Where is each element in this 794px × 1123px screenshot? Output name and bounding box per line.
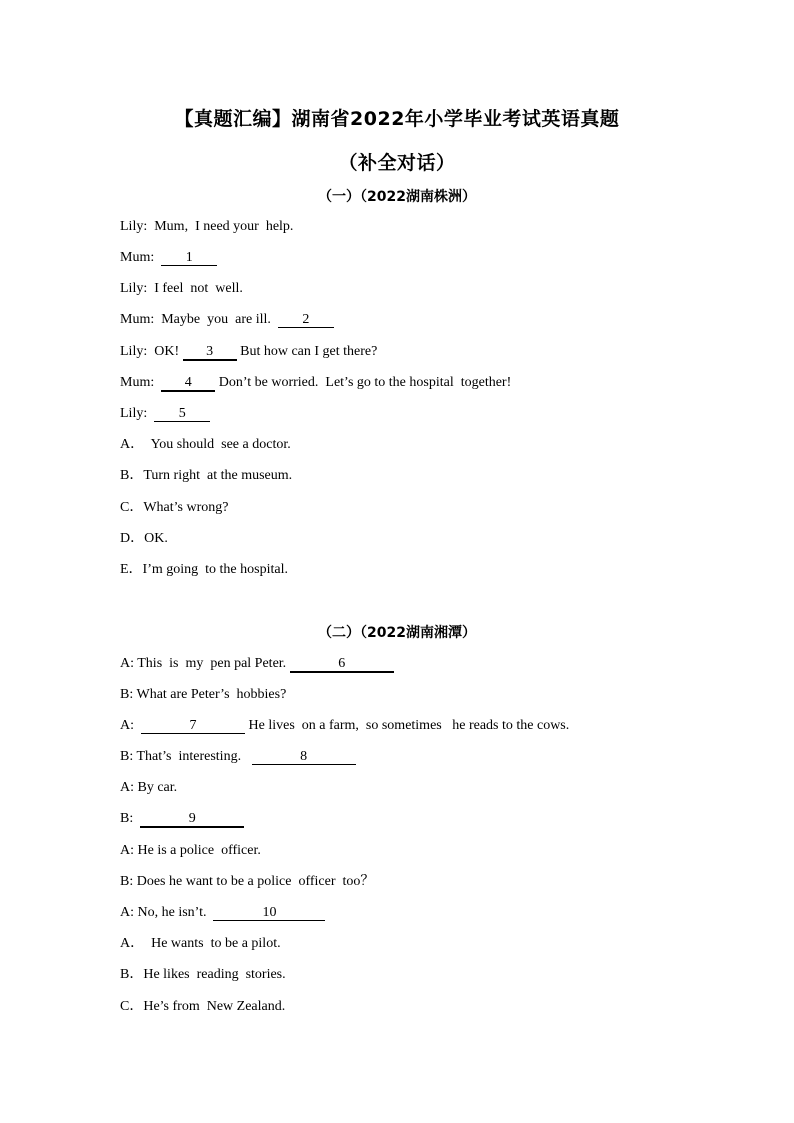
speaker: B:: [120, 749, 134, 764]
speaker: A:: [120, 843, 134, 858]
speaker: B:: [120, 811, 134, 826]
speaker: A:: [120, 656, 134, 671]
utterance: Mum, I need your help.: [154, 219, 294, 234]
answer-blank[interactable]: 6: [290, 656, 394, 673]
utterance: Don’t be worried. Let’s go to the hospital together!: [218, 375, 512, 390]
speaker: B:: [120, 687, 134, 702]
dialogue-line: [120, 904, 325, 922]
utterance: He is a police officer.: [137, 843, 261, 858]
answer-blank[interactable]: 4: [161, 375, 215, 392]
speaker: Lily:: [120, 406, 148, 421]
dialogue-line: [120, 280, 243, 298]
speaker: Lily:: [120, 344, 148, 359]
section-heading-1: （一）（2022湖南株洲）: [318, 189, 476, 205]
utterance: That’s interesting.: [136, 749, 242, 764]
answer-blank[interactable]: 7: [141, 718, 245, 734]
answer-blank[interactable]: 5: [154, 406, 210, 422]
option-item: A． You should see a doctor.: [120, 437, 291, 452]
utterance: Maybe you are ill.: [161, 312, 271, 327]
dialogue-line: [120, 873, 374, 891]
speaker: Mum:: [120, 375, 155, 390]
answer-blank[interactable]: 10: [213, 905, 325, 921]
speaker: Lily:: [120, 281, 148, 296]
dialogue-line: [120, 655, 394, 673]
utterance: By car.: [137, 780, 178, 795]
option-item: A． He wants to be a pilot.: [120, 936, 281, 951]
dialogue-line: [120, 717, 569, 735]
dialogue-line: [120, 748, 356, 766]
speaker: Mum:: [120, 312, 155, 327]
section-heading-2: （二）（2022湖南湘潭）: [318, 625, 476, 641]
speaker: Mum:: [120, 250, 155, 265]
utterance: This is my pen pal Peter.: [137, 656, 287, 671]
utterance: I feel not well.: [154, 281, 243, 296]
utterance: But how can I get there?: [240, 344, 378, 359]
document-subtitle: （补全对话）: [338, 152, 456, 174]
dialogue-line: [120, 810, 244, 828]
dialogue-line: [120, 343, 377, 361]
option-item: C．What’s wrong?: [120, 500, 229, 515]
document-title: 【真题汇编】湖南省2022年小学毕业考试英语真题: [174, 108, 620, 130]
dialogue-line: [120, 374, 511, 392]
dialogue-line: [120, 405, 210, 423]
speaker: A:: [120, 718, 134, 733]
speaker: A:: [120, 905, 134, 920]
utterance: OK!: [154, 344, 180, 359]
answer-blank[interactable]: 1: [161, 250, 217, 266]
answer-blank[interactable]: 3: [183, 344, 237, 361]
utterance: Does he want to be a police officer too？: [136, 874, 375, 889]
speaker: A:: [120, 780, 134, 795]
option-item: B．Turn right at the museum.: [120, 468, 293, 483]
dialogue-line: [120, 218, 293, 236]
dialogue-line: [120, 249, 217, 267]
utterance: He lives on a farm, so sometimes he reads to the cows.: [248, 718, 570, 733]
speaker: B:: [120, 874, 134, 889]
utterance: What are Peter’s hobbies?: [136, 687, 287, 702]
dialogue-line: [120, 842, 261, 860]
answer-blank[interactable]: 9: [140, 811, 244, 828]
dialogue-line: [120, 311, 334, 329]
option-item: C．He’s from New Zealand.: [120, 999, 286, 1014]
option-item: D．OK.: [120, 531, 168, 546]
answer-blank[interactable]: 8: [252, 749, 356, 765]
utterance: No, he isn’t.: [137, 905, 207, 920]
option-item: E．I’m going to the hospital.: [120, 562, 288, 577]
option-item: B．He likes reading stories.: [120, 967, 286, 982]
speaker: Lily:: [120, 219, 148, 234]
dialogue-line: [120, 779, 177, 797]
dialogue-line: [120, 686, 286, 704]
answer-blank[interactable]: 2: [278, 312, 334, 328]
